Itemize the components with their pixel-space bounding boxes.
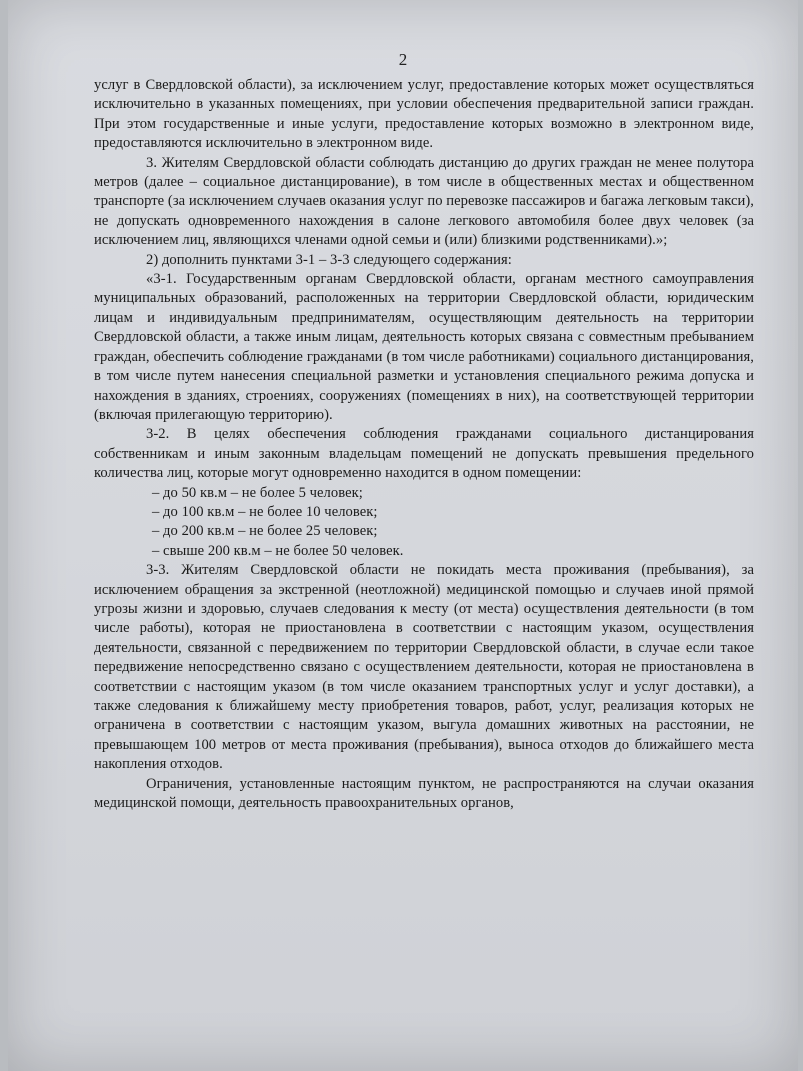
paragraph-amendment-2: 2) дополнить пунктами 3-1 – 3-3 следующего содержания: — [146, 251, 512, 268]
list-item: – до 50 кв.м – не более 5 человек; — [152, 484, 363, 501]
list-item: – до 100 кв.м – не более 10 человек; — [152, 503, 378, 520]
list-item: – свыше 200 кв.м – не более 50 человек. — [152, 542, 404, 559]
document-page — [8, 0, 798, 1071]
list-item: – до 200 кв.м – не более 25 человек; — [152, 523, 378, 540]
area-limits-list — [94, 484, 754, 562]
paragraph-restrictions: Ограничения, установленные настоящим пунктом, не распространяются на случаи оказания медицинской помощи, деятельность правоохранительных органов, — [94, 775, 754, 812]
paragraph-item-3-1: «3-1. Государственным органам Свердловской области, органам местного самоуправления муниципальных образований, расположенных на территории Свердловской области, юридическим лицам и индивидуальным предпринимателям, осуществляющим деятельность на территории Свердловской области, а также иным лицам, деятельность которых связана с совместным пребыванием граждан, обеспечить соблюдение гражданами (в том числе работниками) социального дистанцирования, в том числе путем нанесения специальной разметки и установления специального режима допуска и нахождения в зданиях, строениях, сооружениях (помещениях в них), на соответствующей территории (включая прилегающую территорию). — [94, 271, 754, 423]
paragraph-continuation: услуг в Свердловской области), за исключением услуг, предоставление которых может осуществляться исключительно в указанных помещениях, при условии обеспечения предварительной записи граждан. При этом государственные и иные услуги, предоставление которых возможно в электронном виде, предоставляются исключительно в электронном виде. — [94, 77, 754, 152]
paragraph-item-3-2: 3-2. В целях обеспечения соблюдения гражданами социального дистанцирования собственникам и иным законным владельцам помещений не допускать превышения предельного количества лиц, которые могут одновременно находится в одном помещении: — [94, 426, 754, 482]
paragraph-item-3-3: 3-3. Жителям Свердловской области не покидать места проживания (пребывания), за исключением обращения за экстренной (неотложной) медицинской помощью и случаев иной прямой угрозы жизни и здоровью, случаев следования к месту (от места) осуществления деятельности (в том числе работы), которая не приостановлена в соответствии с настоящим указом, осуществления деятельности, связанной с передвижением по территории Свердловской области, в случае если такое передвижение непосредственно связано с осуществлением деятельности, которая не приостановлена в соответствии с настоящим указом (в том числе оказанием транспортных услуг и услуг доставки), а также следования к ближайшему месту приобретения товаров, работ, услуг, реализация которых не ограничена в соответствии с настоящим указом, выгула домашних животных на расстоянии, не превышающем 100 метров от места проживания (пребывания), выноса отходов до ближайшего места накопления отходов. — [94, 562, 754, 773]
paragraph-item-3: 3. Жителям Свердловской области соблюдать дистанцию до других граждан не менее полутора метров (далее – социальное дистанцирование), в том числе в общественных местах и общественном транспорте (за исключением случаев оказания услуг по перевозке пассажиров и багажа легковым такси), не допускать одновременного нахождения в салоне легкового автомобиля более двух человек (за исключением лиц, являющихся членами одной семьи и (или) близкими родственниками).»; — [94, 154, 754, 249]
page-number: 2 — [398, 50, 408, 69]
document-body — [94, 76, 754, 813]
